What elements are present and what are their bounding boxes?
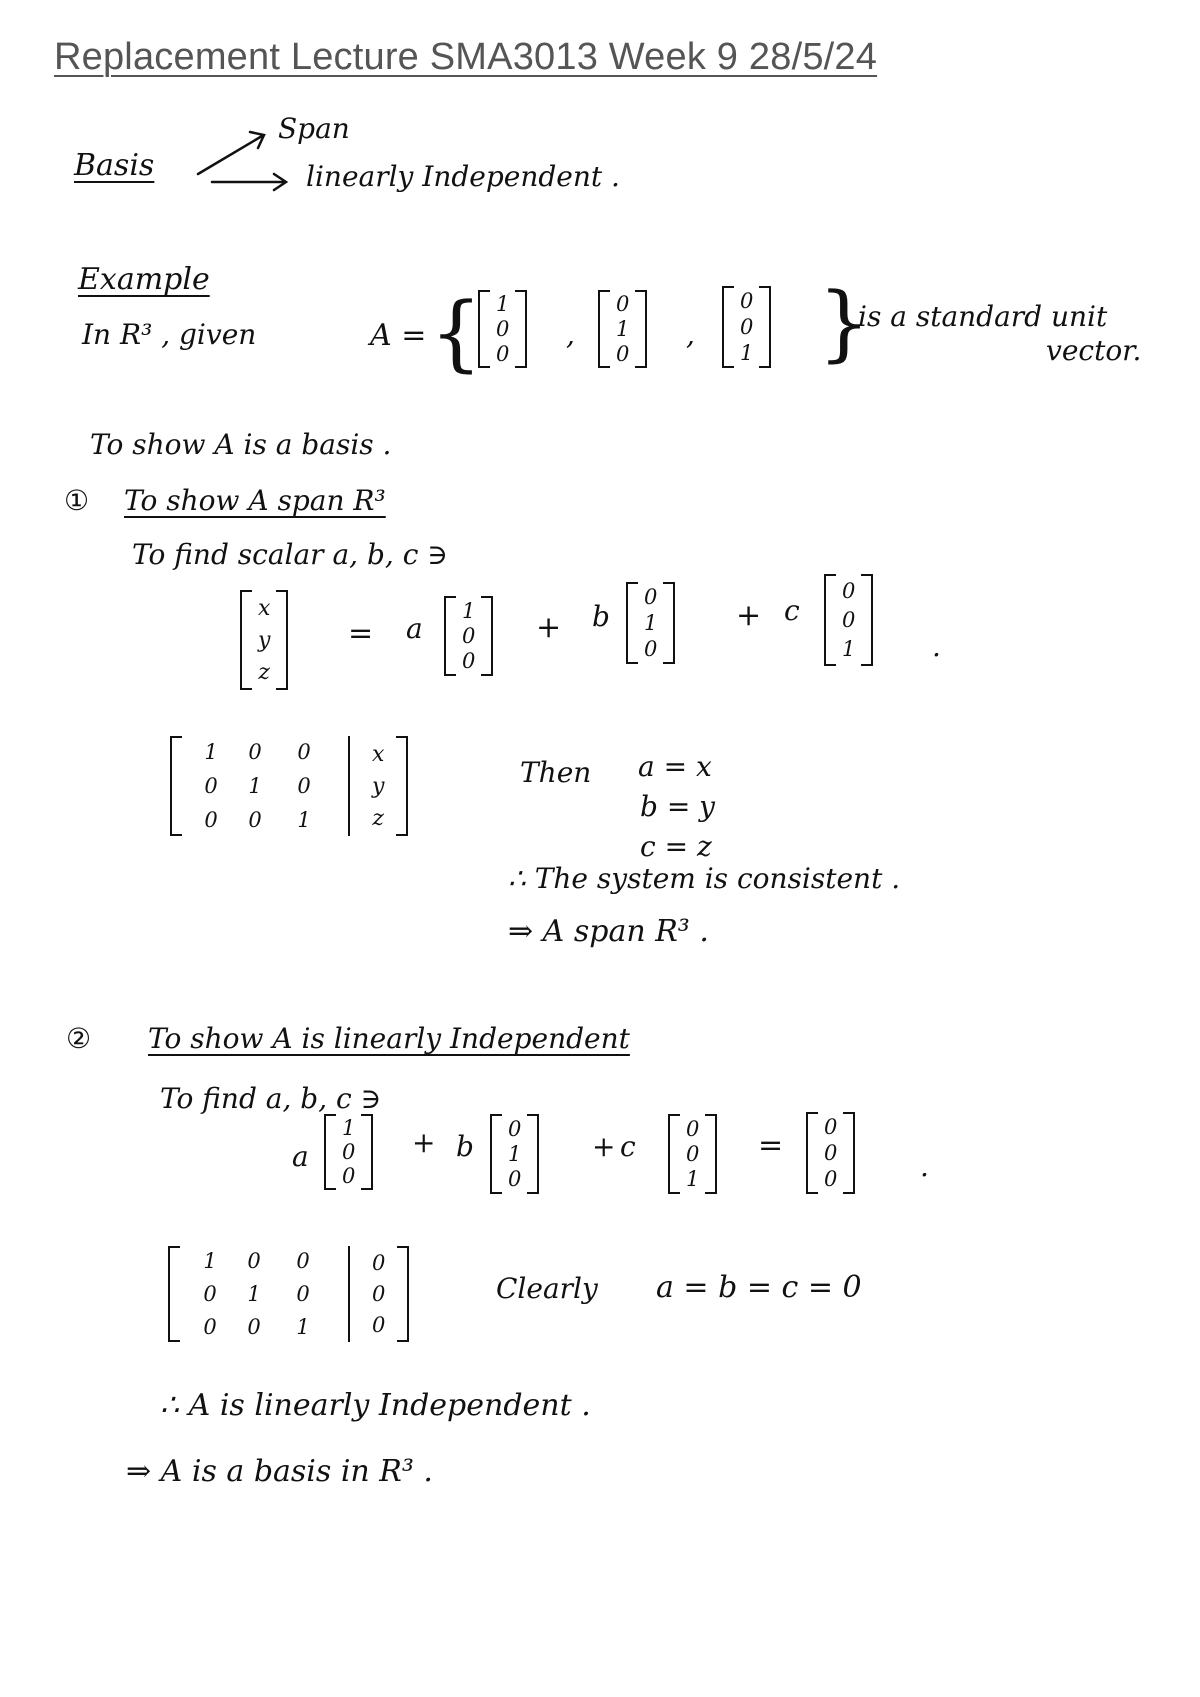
vector-entry: 0 (616, 341, 630, 366)
part2-step: To find a, b, c ∋ (160, 1082, 382, 1115)
vector-entry: 0 (496, 316, 510, 341)
basis-label: Basis (74, 148, 155, 183)
vector-entry: 0 (824, 1141, 838, 1165)
vector-entry: 0 (686, 1116, 700, 1141)
set-open-brace: { (430, 286, 483, 381)
e3-vector (668, 1114, 717, 1194)
vector-entry: 0 (462, 623, 476, 648)
vector-entry: 1 (496, 292, 510, 317)
goal-statement: To show A is a basis . (90, 428, 392, 461)
vector-entry: 0 (842, 607, 856, 632)
vector-entry: 0 (462, 649, 476, 674)
xyz-vector (240, 590, 288, 690)
vector-entry: 0 (616, 292, 630, 317)
period: . (920, 1150, 929, 1183)
part2-heading: To show A is linearly Independent (148, 1022, 630, 1055)
matrix-entry: 0 (297, 740, 311, 764)
zero-vector (806, 1112, 855, 1194)
matrix-entry: 0 (372, 1281, 386, 1306)
example-intro: In R³ , given (82, 318, 257, 351)
page-title: Replacement Lecture SMA3013 Week 9 28/5/24 (54, 36, 878, 78)
matrix-entry: 1 (296, 1314, 310, 1339)
vector-entry: 1 (508, 1141, 522, 1166)
e2-vector (626, 582, 675, 664)
e3-vector (824, 574, 873, 666)
e1-vector (324, 1114, 373, 1190)
period: . (932, 630, 941, 663)
plus-sign: + (592, 1130, 616, 1163)
part1-conclusion-1: ∴ The system is consistent . (508, 862, 901, 895)
vector-entry: 0 (740, 289, 754, 313)
coef-b: b (456, 1130, 474, 1163)
matrix-entry: 0 (297, 774, 311, 798)
clearly-label: Clearly (496, 1272, 598, 1305)
equals-sign: = (348, 616, 374, 651)
matrix-entry: 0 (204, 774, 218, 798)
then-label: Then (520, 756, 592, 789)
vector-entry: 0 (824, 1115, 838, 1139)
equals-sign: = (758, 1128, 784, 1163)
coef-c: c (784, 594, 800, 627)
e1-vector (444, 596, 493, 676)
basis-independent: linearly Independent . (306, 160, 620, 193)
part2-result: a = b = c = 0 (656, 1270, 862, 1305)
matrix-entry: 1 (248, 774, 262, 798)
comma: , (566, 318, 575, 351)
example-suffix-2: vector. (1046, 334, 1142, 367)
part2-conclusion-1: ∴ A is linearly Independent . (160, 1388, 591, 1423)
matrix-entry: 0 (248, 808, 262, 832)
unit-vector-e1 (478, 290, 527, 368)
part1-heading: To show A span R³ (124, 484, 386, 517)
matrix-entry: 0 (248, 740, 262, 764)
vector-entry: 0 (342, 1164, 356, 1188)
matrix-entry: 0 (204, 808, 218, 832)
augmented-matrix-1 (170, 736, 408, 836)
part1-step: To find scalar a, b, c ∋ (132, 538, 448, 571)
matrix-entry: y (372, 773, 385, 799)
vector-entry: y (258, 627, 271, 653)
plus-sign: + (412, 1126, 436, 1159)
basis-span: Span (278, 112, 350, 145)
plus-sign: + (536, 610, 562, 645)
matrix-entry: 1 (297, 808, 311, 832)
matrix-entry: z (372, 805, 385, 831)
coef-b: b (592, 600, 610, 633)
matrix-entry: 0 (296, 1249, 310, 1274)
vector-entry: x (258, 595, 271, 621)
vector-entry: 0 (824, 1167, 838, 1191)
vector-entry: 0 (496, 341, 510, 366)
vector-entry: 1 (686, 1167, 700, 1192)
comma: , (686, 318, 695, 351)
example-heading: Example (78, 262, 210, 297)
vector-entry: 1 (342, 1116, 356, 1140)
vector-entry: 1 (644, 611, 658, 635)
solution-c: c = z (640, 830, 712, 863)
vector-entry: 1 (462, 598, 476, 623)
matrix-entry: 1 (204, 740, 218, 764)
matrix-entry: 0 (372, 1312, 386, 1337)
matrix-entry: 0 (372, 1251, 386, 1276)
augmented-matrix-2 (168, 1246, 409, 1342)
vector-entry: 1 (616, 316, 630, 341)
matrix-entry: x (372, 741, 385, 767)
plus-sign: + (736, 598, 762, 633)
set-close-brace: } (818, 276, 871, 371)
set-prefix: A = (370, 318, 427, 353)
coef-c: c (620, 1130, 636, 1163)
solution-b: b = y (640, 790, 716, 823)
solution-a: a = x (638, 750, 712, 783)
vector-entry: 1 (740, 341, 754, 365)
part1-conclusion-2: ⇒ A span R³ . (508, 914, 709, 949)
vector-entry: 0 (644, 585, 658, 609)
unit-vector-e2 (598, 290, 647, 368)
coef-a: a (406, 612, 423, 645)
vector-entry: z (258, 659, 271, 685)
matrix-entry: 0 (247, 1314, 261, 1339)
coef-a: a (292, 1140, 309, 1173)
matrix-entry: 1 (203, 1249, 217, 1274)
vector-entry: 0 (644, 637, 658, 661)
unit-vector-e3 (722, 286, 771, 368)
vector-entry: 0 (508, 1167, 522, 1192)
vector-entry: 0 (508, 1116, 522, 1141)
example-suffix-1: is a standard unit (858, 300, 1108, 333)
vector-entry: 0 (740, 315, 754, 339)
vector-entry: 0 (342, 1140, 356, 1164)
vector-entry: 1 (842, 637, 856, 662)
matrix-entry: 1 (247, 1281, 261, 1306)
matrix-entry: 0 (296, 1281, 310, 1306)
matrix-entry: 0 (203, 1314, 217, 1339)
vector-entry: 0 (842, 578, 856, 603)
part2-marker: ② (66, 1022, 92, 1055)
vector-entry: 0 (686, 1141, 700, 1166)
part2-conclusion-2: ⇒ A is a basis in R³ . (126, 1454, 433, 1489)
matrix-entry: 0 (203, 1281, 217, 1306)
part1-marker: ① (64, 484, 90, 517)
matrix-entry: 0 (247, 1249, 261, 1274)
e2-vector (490, 1114, 539, 1194)
